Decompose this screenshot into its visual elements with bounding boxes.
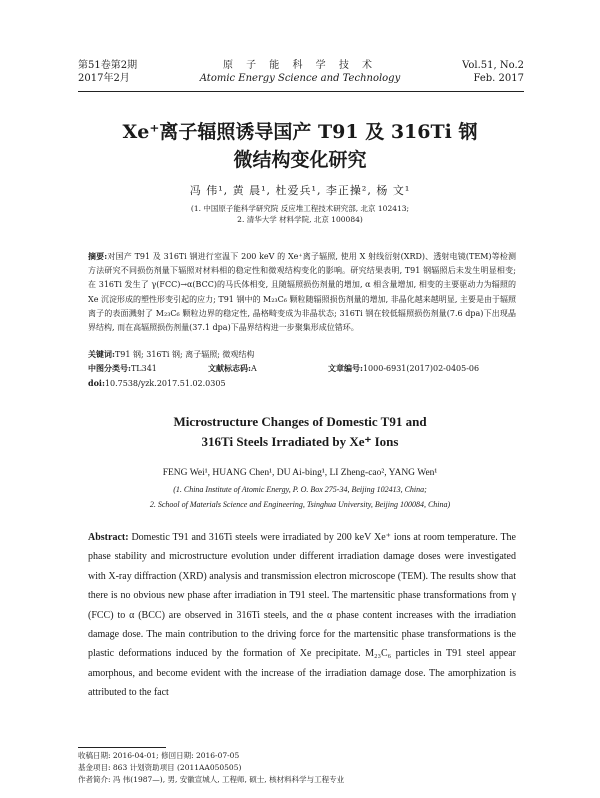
title-cn-line2: 微结构变化研究 (233, 149, 367, 171)
clc-code: 中图分类号:TL341 (88, 363, 157, 373)
authors-cn: 冯 伟¹, 黄 晨¹, 杜爱兵¹, 李正操², 杨 文¹ (189, 184, 411, 197)
footnote-author: 作者简介: 冯 伟(1987—), 男, 安徽宣城人, 工程师, 硕士, 核材料科学与工程专业 (78, 775, 345, 784)
abstract-cn (88, 249, 516, 335)
affiliation-en-1: (1. China Institute of Atomic Energy, P. O. Box 275-34, Beijing 102413, China; (173, 485, 427, 494)
article-number: 文章编号:1000-6931(2017)02-0405-06 (328, 363, 480, 373)
title-cn-line1: Xe⁺离子辐照诱导国产 T91 及 316Ti 钢 (122, 121, 478, 143)
authors-en: FENG Wei¹, HUANG Chen¹, DU Ai-bing¹, LI Zheng-cao², YANG Wen¹ (162, 468, 438, 478)
affiliation-cn-1: (1. 中国原子能科学研究院 反应堆工程技术研究部, 北京 102413; (190, 204, 410, 213)
abstract-cn-label: 摘要: (88, 251, 108, 261)
header-issue-en (462, 59, 524, 85)
header-journal (150, 59, 450, 85)
title-en-line2: 316Ti Steels Irradiated by Xe⁺ Ions (201, 434, 399, 449)
header-rule (78, 91, 524, 92)
abstract-cn-text: 对国产 T91 及 316Ti 钢进行室温下 200 keV 的 Xe⁺离子辐照, 使用 X 射线衍射(XRD)、透射电镜(TEM)等检测方法研究不同损伤剂量下辐照对材料相的稳定性和微观结构变化的影响。研究结果表明, T91 钢辐照后未发生明显相变; 在 316Ti 发生了 γ(FCC)→α(BCC)的马氏体相变, 且随辐照损伤剂量的增加, α 相含量增加, 相变的主要驱动力为辐照的 Xe 沉淀形成的塑性形变引起的应力; T91 钢中的 M₂₃C₆ 颗粒随辐照损伤剂量的增加, 非晶化越来越明显, 主要是由于辐照离子的表面溅射了 M₂₃C₆ 颗粒边界的稳定性, 晶格畸变成为非晶状态; 316Ti 钢在较低辐照损伤剂量(7.6 dpa)下出现晶界结构, 而在高辐照损伤剂量(37.1 dpa)下晶界结构进一步聚集形成位错环。 (88, 252, 517, 333)
doi-value: 10.7538/yzk.2017.51.02.0305 (104, 379, 226, 388)
date-en: Feb. 2017 (473, 73, 524, 84)
volume-cn: 第51卷第2期 (78, 60, 138, 71)
journal-name-cn: 原 子 能 科 学 技 术 (222, 60, 378, 71)
keywords-cn-label: 关键词: (88, 349, 115, 359)
abstract-en-label: Abstract: (88, 532, 129, 543)
journal-name-en: Atomic Energy Science and Technology (199, 73, 401, 84)
doc-code: 文献标志码:A (208, 363, 257, 373)
footnote-received: 收稿日期: 2016-04-01; 修回日期: 2016-07-05 (78, 751, 240, 760)
volume-en: Vol.51, No.2 (462, 60, 524, 71)
date-cn: 2017年2月 (78, 73, 130, 84)
abstract-en (88, 528, 516, 703)
footnote-fund: 基金项目: 863 计划资助项目 (2011AA050505) (78, 763, 242, 772)
keywords-cn-text: T91 钢; 316Ti 钢; 离子辐照; 微观结构 (114, 350, 255, 359)
doi (88, 378, 226, 388)
header-issue-cn (78, 59, 137, 85)
footnote-rule (78, 747, 166, 748)
keywords-cn (88, 349, 254, 360)
abstract-en-text: Domestic T91 and 316Ti steels were irradiated by 200 keV Xe⁺ ions at room temperature. The phase stability and microstructure evolution under different irradiation damage doses were investigated with X-ray diffraction (XRD) analysis and transmission electron microscope (TEM). The results show that there is no obvious new phase after irradiation in T91 steel. The martensitic phase transformations from γ (FCC) to α (BCC) are observed in 316Ti steels, and the α phase content increases with the irradiation damage dose. The main contribution to the driving force for the martensitic phase transformations is the plastic deformations induced by the formation of Xe precipitate. M₂₃C₆ particles in T91 steel appear amorphous, and become evident with the increase of the irradiation damage dose. The amorphization is attributed to the fact (88, 532, 516, 699)
affiliation-en-2: 2. School of Materials Science and Engineering, Tsinghua University, Beijing 100084, China) (149, 500, 451, 509)
affiliation-cn-2: 2. 清华大学 材料学院, 北京 100084) (237, 215, 363, 224)
title-en-line1: Microstructure Changes of Domestic T91 and (173, 414, 427, 429)
doi-label: doi: (88, 378, 105, 388)
